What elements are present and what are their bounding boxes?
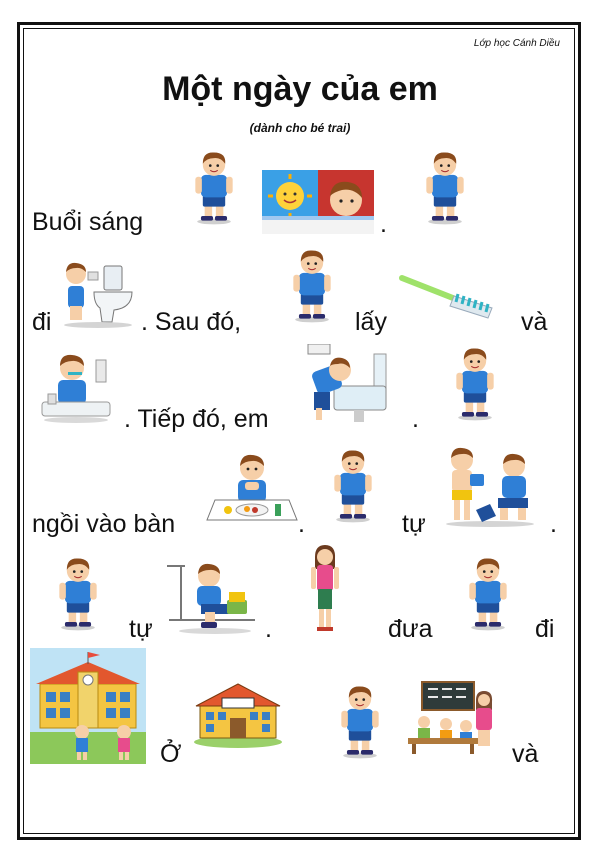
line2-word1: đi xyxy=(32,308,52,336)
toothbrush-icon xyxy=(398,272,498,320)
line4-word1: ngồi vào bàn xyxy=(32,510,176,538)
line3-word2: . xyxy=(412,405,419,433)
boy-icon xyxy=(186,148,242,228)
corner-label: Lớp học Cánh Diều xyxy=(473,38,560,49)
line4-word2: . xyxy=(298,510,305,538)
line2-word4: và xyxy=(521,308,548,336)
line1-word1: Buổi sáng xyxy=(32,208,144,236)
brushing-teeth-icon xyxy=(38,350,114,424)
toilet-icon xyxy=(58,252,138,328)
boy-icon xyxy=(332,682,388,762)
getting-dressed-icon xyxy=(442,444,538,528)
line4-word3: tự xyxy=(402,510,426,538)
breakfast-icon xyxy=(205,448,299,524)
line6-word2: và xyxy=(512,740,539,768)
page-subtitle: (dành cho bé trai) xyxy=(249,121,351,135)
line2-word3: lấy xyxy=(355,308,387,336)
boy-icon xyxy=(447,344,503,424)
boy-icon xyxy=(460,554,516,634)
wake-up-icon xyxy=(262,170,374,234)
boy-icon xyxy=(284,246,340,326)
mother-icon xyxy=(305,545,345,633)
line2-word2: . Sau đó, xyxy=(141,308,242,336)
line4-word4: . xyxy=(550,510,557,538)
school-with-kids-icon xyxy=(30,648,146,764)
line1-word2: . xyxy=(380,210,387,238)
line3-word1: . Tiếp đó, em xyxy=(124,405,269,433)
line5-word1: tự xyxy=(129,615,153,643)
putting-on-shoes-icon xyxy=(165,560,257,634)
classroom-icon xyxy=(406,680,502,756)
boy-icon xyxy=(325,446,381,526)
line5-word3: đưa xyxy=(388,615,433,643)
line6-word1: Ở xyxy=(160,740,182,768)
boy-icon xyxy=(50,554,106,634)
page-title: Một ngày của em xyxy=(162,70,438,108)
line5-word4: đi xyxy=(535,615,555,643)
line5-word2: . xyxy=(265,615,272,643)
school-building-icon xyxy=(192,680,284,748)
washing-face-icon xyxy=(304,344,388,424)
boy-icon xyxy=(417,148,473,228)
